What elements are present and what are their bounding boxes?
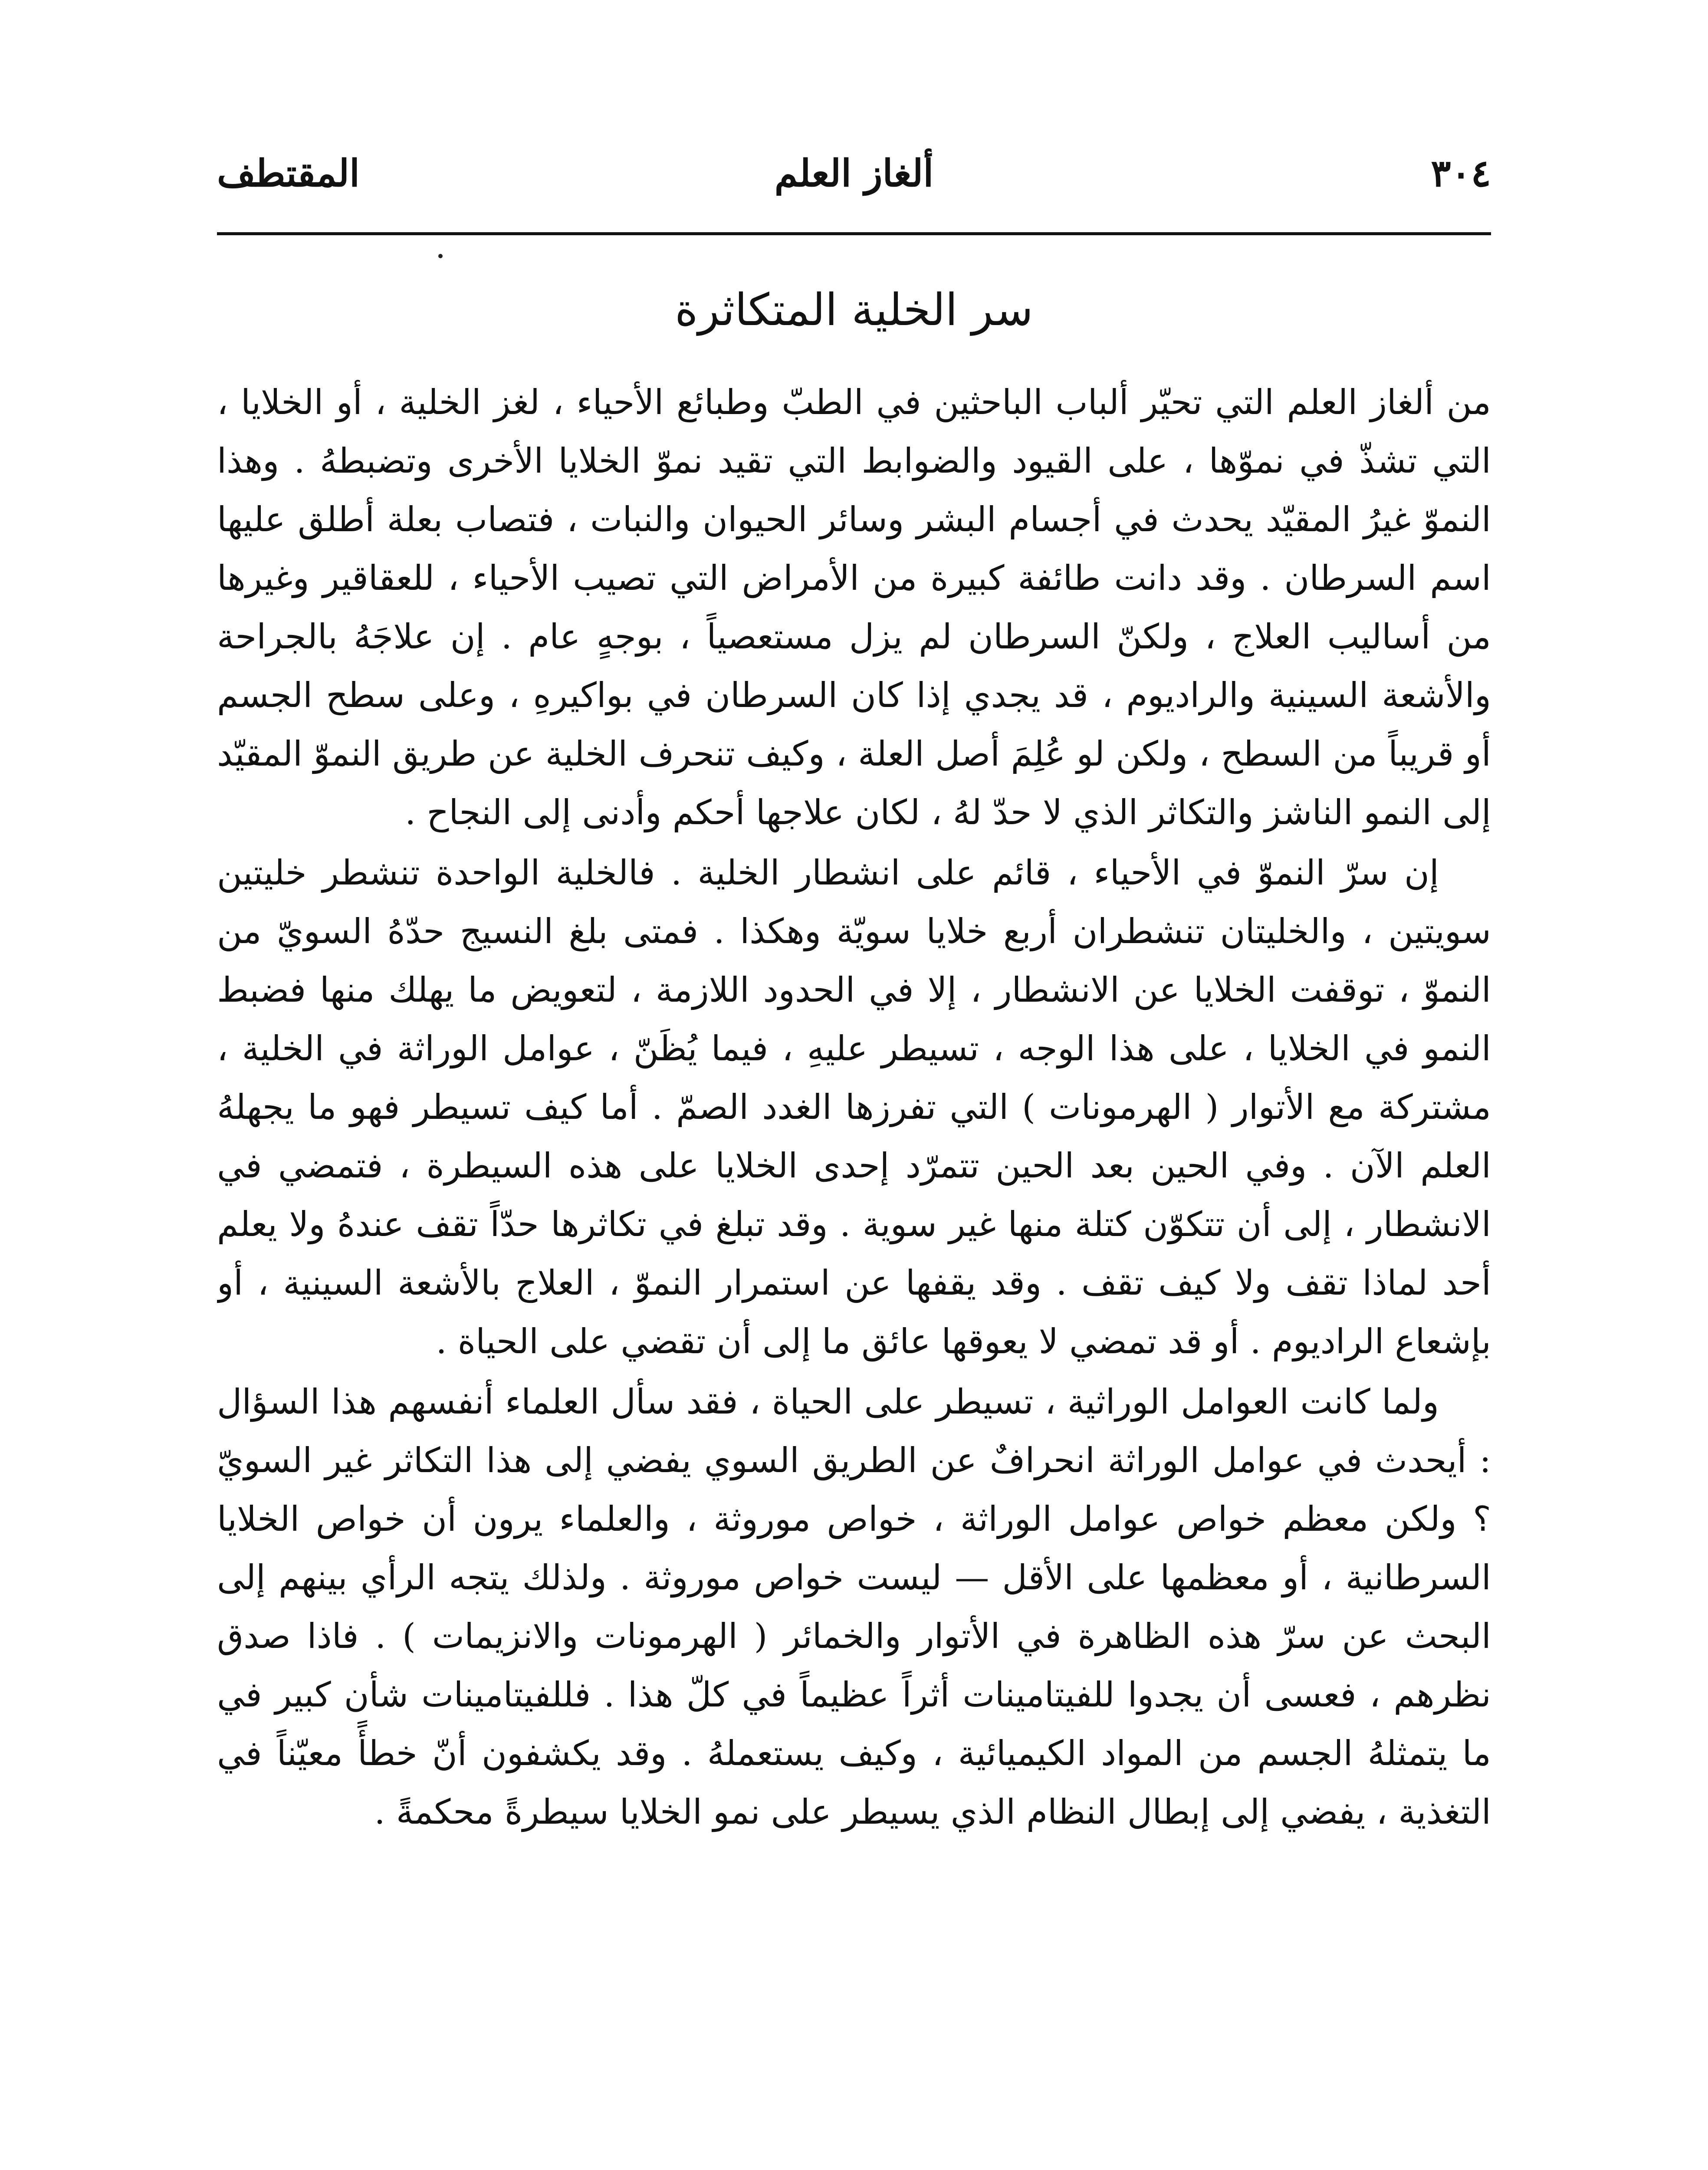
body-paragraph: من ألغاز العلم التي تحيّر ألباب الباحثين في الطبّ وطبائع الأحياء ، لغز الخلية ، أو الخلايا ، التي تشذّ في نموّها ، على القيود والضوابط التي تقيد نموّ الخلايا الأخرى وتضبطهُ . وهذا النموّ غيرُ المقيّد يحدث في أجسام البشر وسائر الحيوان والنبات ، فتصاب بعلة أطلق عليها اسم السرطان . وقد دانت طائفة كبيرة من الأمراض التي تصيب الأحياء ، للعقاقير وغيرها من أساليب العلاج ، ولكنّ السرطان لم يزل مستعصياً ، بوجهٍ عام . إن علاجَهُ بالجراحة والأشعة السينية والراديوم ، قد يجدي إذا كان السرطان في بواكيرهِ ، وعلى سطح الجسم أو قريباً من السطح ، ولكن لو عُلِمَ أصل العلة ، وكيف تنحرف الخلية عن طريق النموّ المقيّد إلى النمو الناشز والتكاثر الذي لا حدّ لهُ ، لكان علاجها أحكم وأدنى إلى النجاح .: [217, 382, 1491, 832]
running-title: ألغاز العلم: [774, 151, 934, 195]
article-body: [217, 373, 1491, 1962]
body-paragraph: ولما كانت العوامل الوراثية ، تسيطر على الحياة ، فقد سأل العلماء أنفسهم هذا السؤال : أيحدث في عوامل الوراثة انحرافٌ عن الطريق السوي يفضي إلى هذا التكاثر غير السويّ ؟ ولكن معظم خواص عوامل الوراثة ، خواص موروثة ، والعلماء يرون أن خواص الخلايا السرطانية ، أو معظمها على الأقل — ليست خواص موروثة . ولذلك يتجه الرأي بينهم إلى البحث عن سرّ هذه الظاهرة في الأتوار والخمائر ( الهرمونات والانزيمات ) . فاذا صدق نظرهم ، فعسى أن يجدوا للفيتامينات أثراً عظيماً في كلّ هذا . فللفيتامينات شأن كبير في ما يتمثلهُ الجسم من المواد الكيميائية ، وكيف يستعملهُ . وقد يكشفون أنّ خطأً معيّناً في التغذية ، يفضي إلى إبطال النظام الذي يسيطر على نمو الخلايا سيطرةً محكمةً .: [217, 1382, 1491, 1832]
page-number: ٣٠٤: [1431, 151, 1491, 195]
body-paragraph: إن سرّ النموّ في الأحياء ، قائم على انشطار الخلية . فالخلية الواحدة تنشطر خليتين سويتين ، والخليتان تنشطران أربع خلايا سويّة وهكذا . فمتى بلغ النسيج حدّهُ السويّ من النموّ ، توقفت الخلايا عن الانشطار ، إلا في الحدود اللازمة ، لتعويض ما يهلك منها فضبط النمو في الخلايا ، على هذا الوجه ، تسيطر عليهِ ، فيما يُظَنّ ، عوامل الوراثة في الخلية ، مشتركة مع الأتوار ( الهرمونات ) التي تفرزها الغدد الصمّ . أما كيف تسيطر فهو ما يجهلهُ العلم الآن . وفي الحين بعد الحين تتمرّد إحدى الخلايا على هذه السيطرة ، فتمضي في الانشطار ، إلى أن تتكوّن كتلة منها غير سوية . وقد تبلغ في تكاثرها حدّاً تقف عندهُ ولا يعلم أحد لماذا تقف ولا كيف تقف . وقد يقفها عن استمرار النموّ ، العلاج بالأشعة السينية ، أو بإشعاع الراديوم . أو قد تمضي لا يعوقها عائق ما إلى أن تقضي على الحياة .: [217, 853, 1491, 1361]
article-title: سر الخلية المتكاثرة: [675, 284, 1033, 336]
page-header: [217, 143, 1491, 208]
journal-name: المقتطف: [217, 151, 360, 195]
print-speck: [438, 254, 443, 258]
header-rule: [217, 232, 1491, 235]
